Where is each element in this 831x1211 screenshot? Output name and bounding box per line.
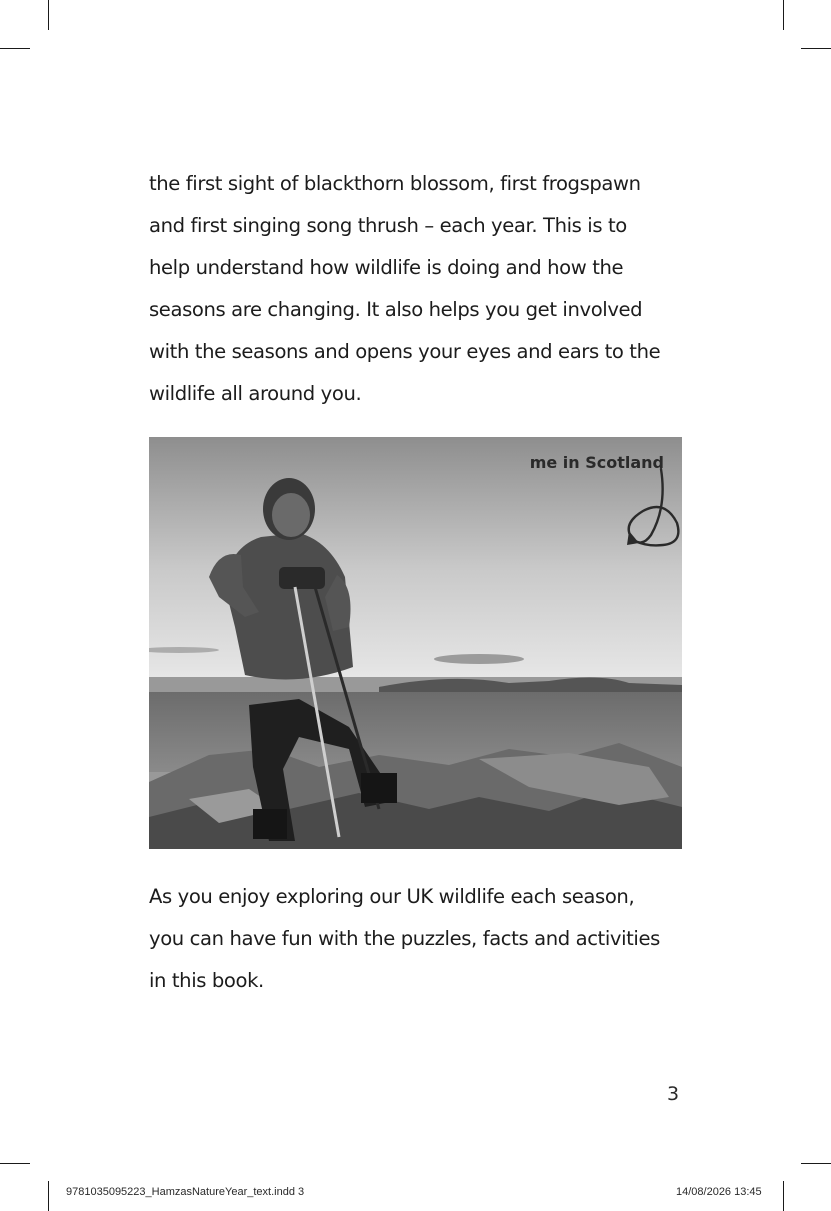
crop-mark: [801, 48, 831, 49]
crop-mark: [783, 0, 784, 30]
text-line: help understand how wildlife is doing and how the: [149, 256, 624, 279]
crop-mark: [48, 0, 49, 30]
text-line: seasons are changing. It also helps you get involved: [149, 298, 643, 321]
text-line: in this book.: [149, 969, 264, 992]
intro-paragraph: [149, 163, 689, 415]
text-line: and first singing song thrush – each year. This is to: [149, 214, 627, 237]
arrow-icon: [621, 467, 681, 551]
photo-scotland: [149, 437, 682, 849]
slug-date: 14/08/2026 13:45: [676, 1186, 762, 1198]
crop-mark: [48, 1181, 49, 1211]
text-line: wildlife all around you.: [149, 382, 362, 405]
crop-mark: [783, 1181, 784, 1211]
text-line: you can have fun with the puzzles, facts and activities: [149, 927, 660, 950]
landscape-illustration: [149, 437, 682, 849]
closing-paragraph: [149, 876, 689, 1002]
crop-mark: [0, 1163, 30, 1164]
text-line: As you enjoy exploring our UK wildlife each season,: [149, 885, 635, 908]
text-line: with the seasons and opens your eyes and ears to the: [149, 340, 661, 363]
text-line: the first sight of blackthorn blossom, first frogspawn: [149, 172, 641, 195]
crop-mark: [0, 48, 30, 49]
photo-caption: me in Scotland: [529, 453, 664, 472]
slug-filename: 9781035095223_HamzasNatureYear_text.indd 3: [66, 1186, 305, 1198]
page-number: 3: [667, 1083, 680, 1105]
crop-mark: [801, 1163, 831, 1164]
